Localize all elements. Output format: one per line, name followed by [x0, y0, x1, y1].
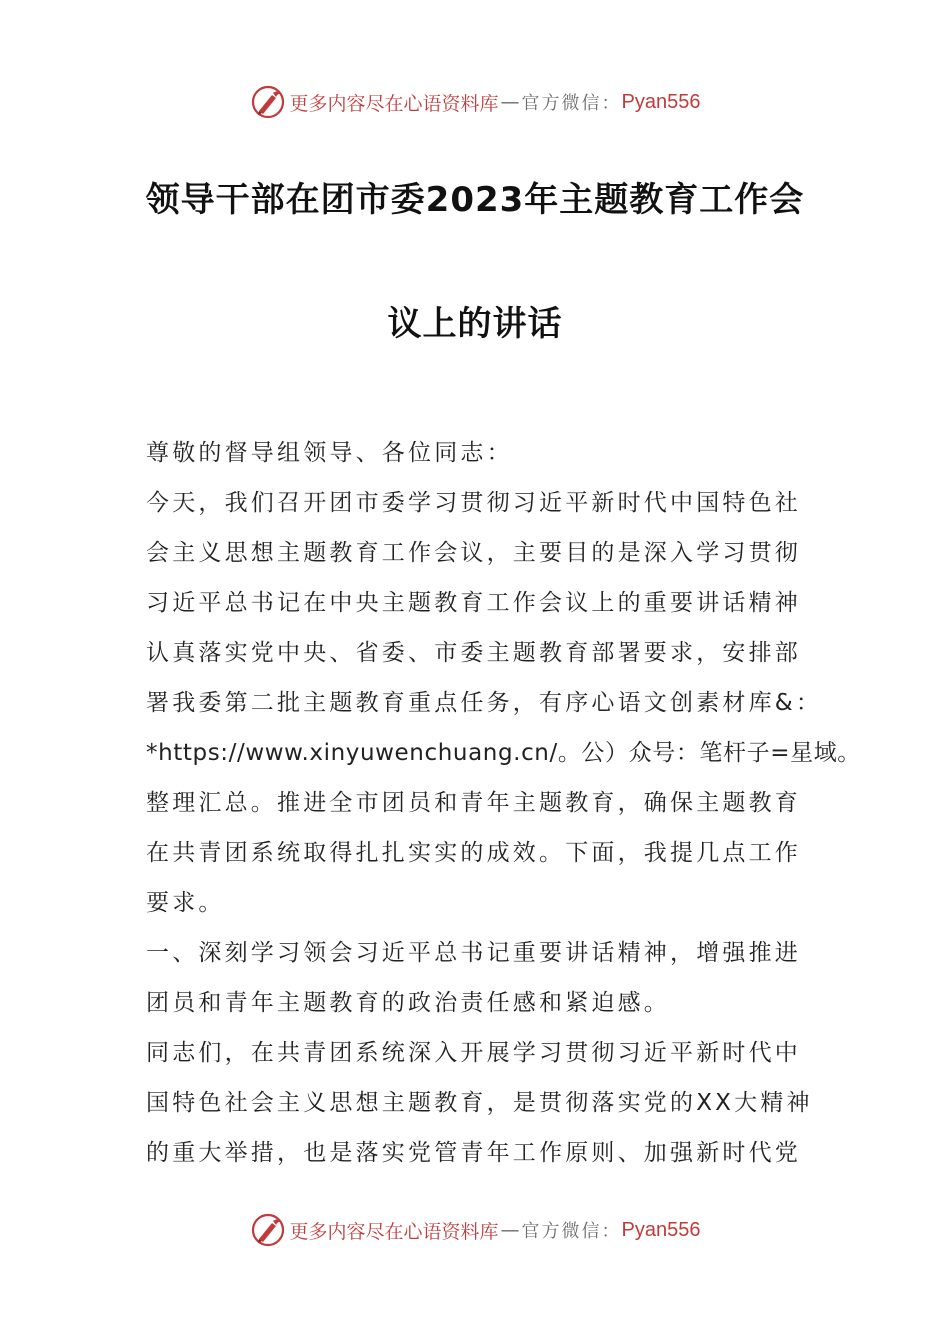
promo-text: 更多内容尽在心语资料库: [289, 92, 499, 115]
wechat-label: 官方微信：: [521, 93, 622, 114]
body-line: 尊敬的督导组领导、各位同志：: [146, 440, 513, 466]
wechat-id: Pyan556: [621, 1218, 701, 1241]
section-heading-line: 团员和青年主题教育的政治责任感和紧迫感。: [146, 990, 670, 1016]
body-line: 在共青团系统取得扎扎实实的成效。下面，我提几点工作: [146, 840, 801, 866]
body-line: 今天，我们召开团市委学习贯彻习近平新时代中国特色社: [146, 490, 801, 516]
body-line: 会主义思想主题教育工作会议，主要目的是深入学习贯彻: [146, 540, 801, 566]
wechat-id: Pyan556: [621, 90, 701, 113]
banner-dash: —: [500, 91, 520, 113]
section-heading-line: 一、深刻学习领会习近平总书记重要讲话精神，增强推进: [146, 940, 801, 966]
body-line: 习近平总书记在中央主题教育工作会议上的重要讲话精神: [146, 590, 801, 616]
promo-text: 更多内容尽在心语资料库: [289, 1220, 499, 1243]
wechat-label: 官方微信：: [521, 1221, 622, 1242]
body-line: 署我委第二批主题教育重点任务，有序心语文创素材库&：: [146, 690, 823, 716]
banner-dash: —: [500, 1219, 520, 1241]
footer-banner: [0, 1208, 950, 1252]
header-banner: [0, 80, 950, 124]
document-title-line-2: 议上的讲话: [387, 304, 563, 344]
document-body: [146, 428, 861, 1178]
body-line: 整理汇总。推进全市团员和青年主题教育，确保主题教育: [146, 790, 801, 816]
body-line: 的重大举措，也是落实党管青年工作原则、加强新时代党: [146, 1140, 801, 1166]
pen-logo-icon: [250, 1212, 286, 1248]
document-title-line-1: 领导干部在团市委2023年主题教育工作会: [145, 180, 805, 220]
body-line-url: *https://www.xinyuwenchuang.cn/。公）众号：笔杆子=星域。: [146, 740, 861, 766]
body-line: 同志们，在共青团系统深入开展学习贯彻习近平新时代中: [146, 1040, 801, 1066]
body-line: 国特色社会主义思想主题教育，是贯彻落实党的XX大精神: [146, 1090, 813, 1116]
body-line: 认真落实党中央、省委、市委主题教育部署要求，安排部: [146, 640, 801, 666]
pen-logo-icon: [250, 84, 286, 120]
body-line: 要求。: [146, 890, 225, 916]
